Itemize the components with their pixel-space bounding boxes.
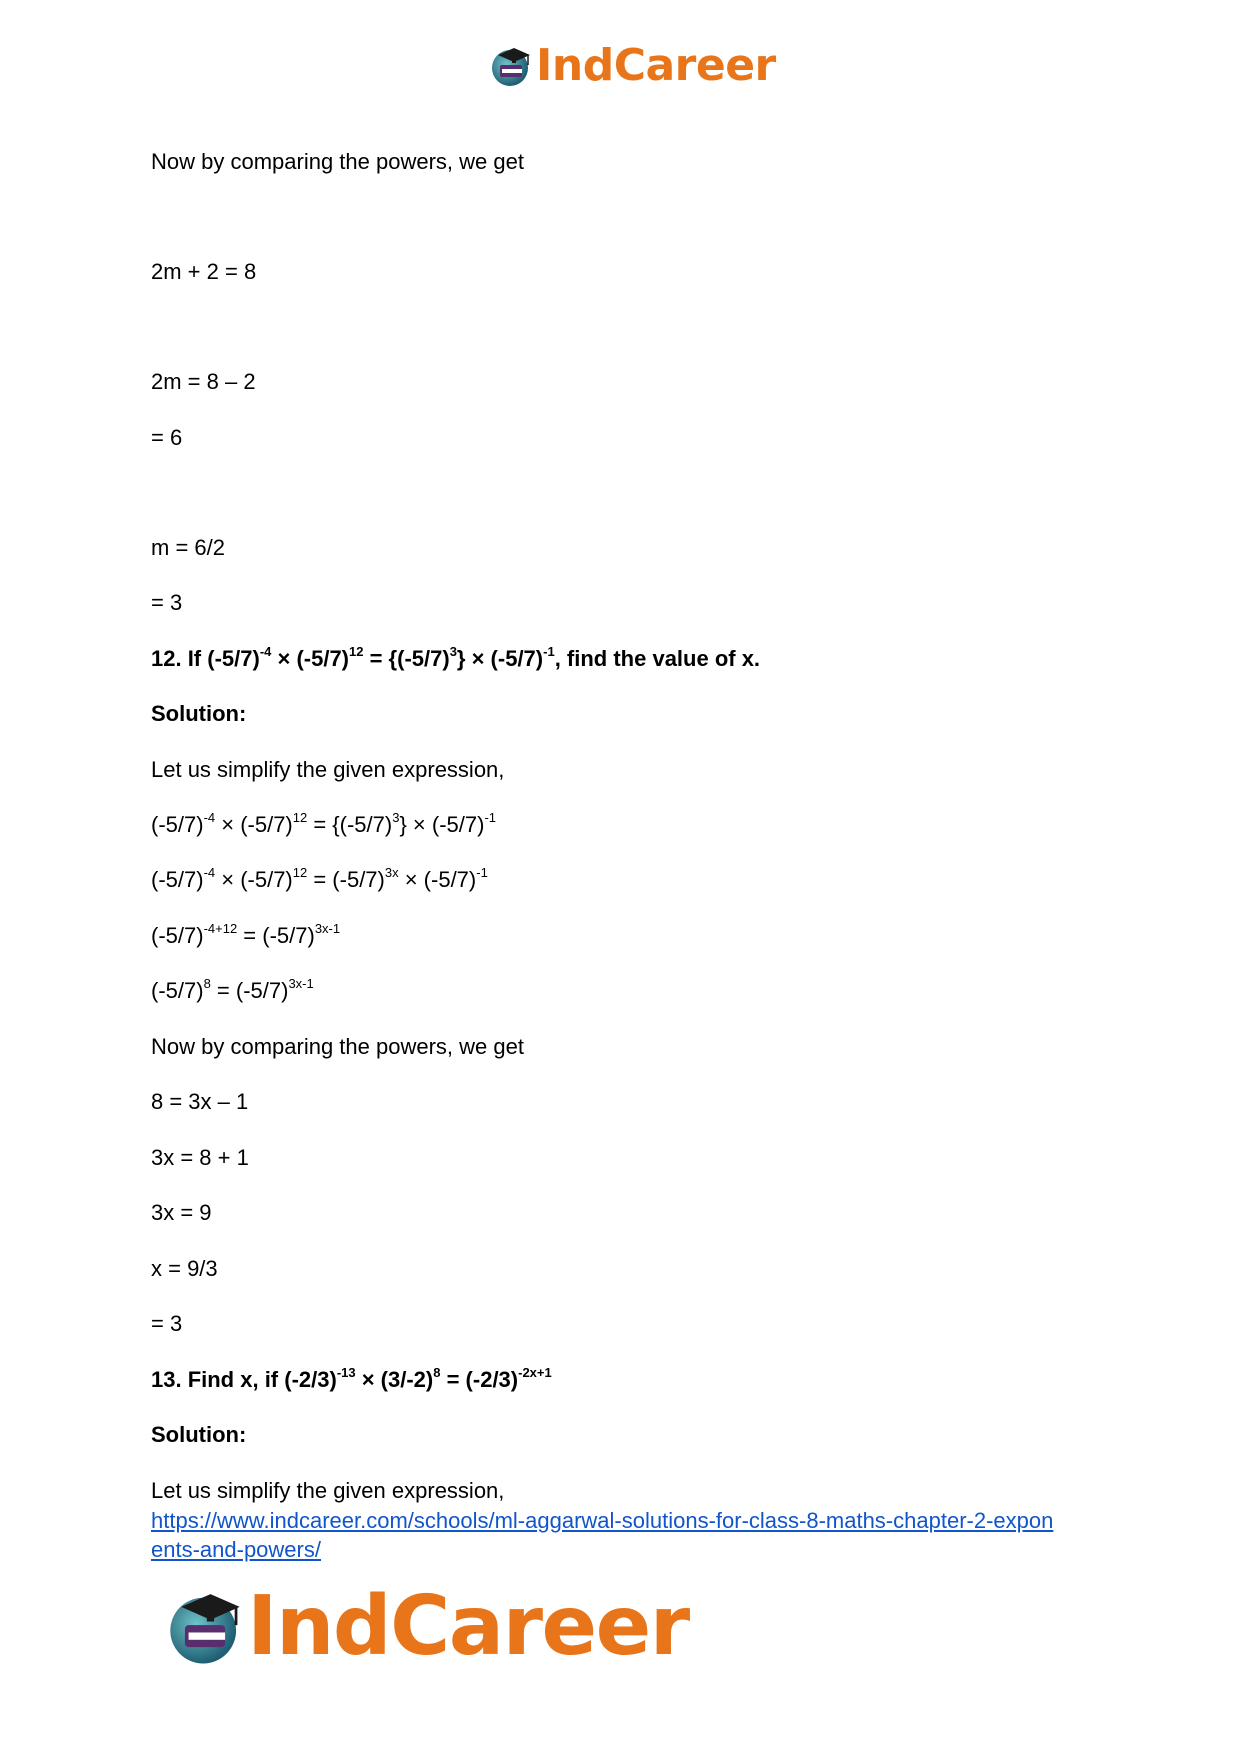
equation-line: = 3 bbox=[151, 590, 183, 615]
equation-line: 3x = 9 bbox=[151, 1200, 212, 1225]
text-line: Let us simplify the given expression, bbox=[151, 1478, 505, 1503]
question-12: 12. If $(-5/7)^{-4} \times (-5/7)^{12} = \{(-5/7)^3\} \times (-5/7)^{-1}$, find the value of x. bbox=[151, 643, 761, 671]
equation-line: $(-5/7)^{-4} \times (-5/7)^{12} = \{(-5/7)^3\} \times (-5/7)^{-1}$ bbox=[151, 809, 496, 837]
equation-line: 2m = 8 – 2 bbox=[151, 369, 256, 394]
equation-line: x = 9/3 bbox=[151, 1256, 218, 1281]
footer-logo bbox=[163, 1579, 689, 1674]
equation-line: $(-5/7)^8 = (-5/7)^{3x-1}$ bbox=[151, 975, 314, 1003]
equation-line: = 6 bbox=[151, 425, 183, 450]
header-logo bbox=[488, 40, 776, 92]
equation-line: $(-5/7)^{-4} \times (-5/7)^{12} = (-5/7)^{3x} \times (-5/7)^{-1}$ bbox=[151, 864, 488, 892]
solution-heading: Solution: bbox=[151, 1422, 247, 1447]
text-line: Now by comparing the powers, we get bbox=[151, 149, 524, 174]
source-link-line-2[interactable]: ents-and-powers/ bbox=[151, 1537, 321, 1562]
equation-line: $(-5/7)^{-4+12} = (-5/7)^{3x-1}$ bbox=[151, 920, 341, 948]
equation-line: 8 = 3x – 1 bbox=[151, 1089, 249, 1114]
solution-heading: Solution: bbox=[151, 701, 247, 726]
graduation-globe-icon bbox=[163, 1585, 247, 1669]
source-link-line-1[interactable]: https://www.indcareer.com/schools/ml-aggarwal-solutions-for-class-8-maths-chapter-2-expon bbox=[151, 1508, 1054, 1533]
brand-name: IndCareer bbox=[536, 40, 776, 91]
brand-name: IndCareer bbox=[247, 1579, 689, 1674]
text-line: Now by comparing the powers, we get bbox=[151, 1034, 524, 1059]
text-line: Let us simplify the given expression, bbox=[151, 757, 505, 782]
graduation-globe-icon bbox=[488, 43, 534, 89]
equation-line: 3x = 8 + 1 bbox=[151, 1145, 249, 1170]
question-13: 13. Find x, if $(-2/3)^{-13} \times (3/-2)^8 = (-2/3)^{-2x+1}$ bbox=[151, 1364, 552, 1392]
equation-line: = 3 bbox=[151, 1311, 183, 1336]
equation-line: 2m + 2 = 8 bbox=[151, 259, 257, 284]
equation-line: m = 6/2 bbox=[151, 535, 225, 560]
